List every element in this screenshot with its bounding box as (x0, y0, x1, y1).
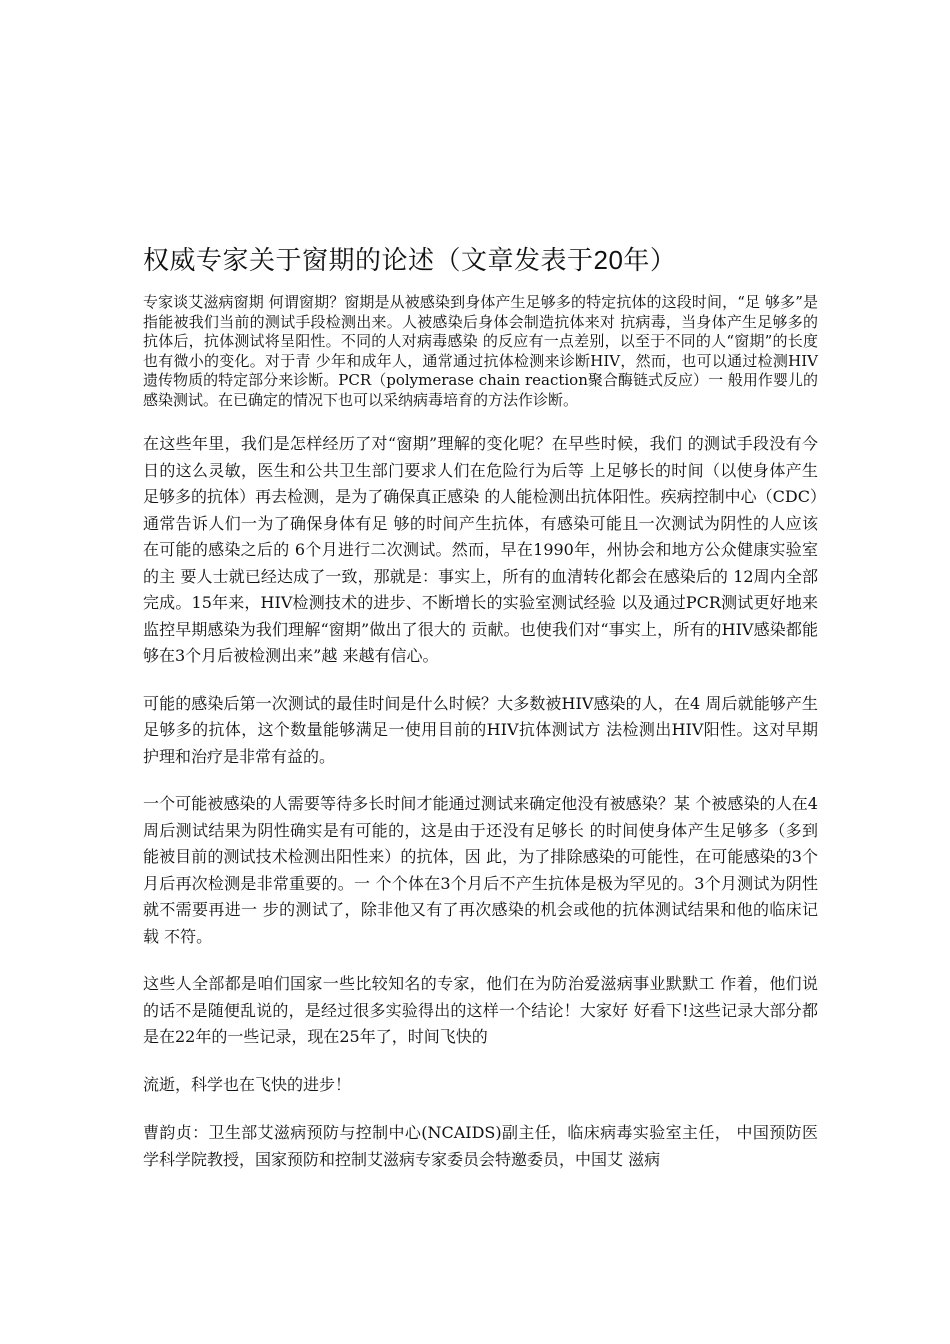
paragraph-understanding-changes: 在这些年里，我们是怎样经历了对“窗期”理解的变化呢？在早些时候，我们 的测试手段没有今日的这么灵敏，医生和公共卫生部门要求人们在危险行为后等 上足够长的时间（以使身体产生足够多的抗体）再去检测，是为了确保真正感染 的人能检测出抗体阳性。疾病控制中心（CDC）通常告诉人们一为了确保身体有足 够的时间产生抗体，有感染可能且一次测试为阴性的人应该在可能的感染之后的 6个月进行二次测试。然而，早在1990年，州协会和地方公众健康实验室的主 要人士就已经达成了一致，那就是：事实上，所有的血清转化都会在感染后的 12周内全部完成。15年来，HIV检测技术的进步、不断增长的实验室测试经验 以及通过PCR测试更好地来监控早期感染为我们理解“窗期”做出了很大的 贡献。也使我们对“事实上，所有的HIV感染都能够在3个月后被检测出来”越 来越有信心。 (143, 434, 818, 665)
paragraph-waiting-time: 一个可能被感染的人需要等待多长时间才能通过测试来确定他没有被感染？某 个被感染的人在4周后测试结果为阴性确实是有可能的，这是由于还没有足够长 的时间使身体产生足够多（多到能被目前的测试技术检测出阳性来）的抗体，因 此，为了排除感染的可能性，在可能感染的3个月后再次检测是非常重要的。一 个个体在3个月后不产生抗体是极为罕见的。3个月测试为阴性就不需要再进一 步的测试了，除非他又有了再次感染的机会或他的抗体测试结果和他的临床记载 不符。 (143, 794, 818, 946)
document-title: 权威专家关于窗期的论述（文章发表于20年） (143, 245, 677, 275)
paragraph-best-test-time: 可能的感染后第一次测试的最佳时间是什么时候？大多数被HIV感染的人，在4 周后就能够产生足够多的抗体，这个数量能够满足一使用目前的HIV抗体测试方 法检测出HIV阳性。这对早期护理和治疗是非常有益的。 (143, 693, 818, 766)
paragraph-science-progress: 流逝，科学也在飞快的进步！ (143, 1074, 352, 1094)
paragraph-window-period-definition: 专家谈艾滋病窗期 何谓窗期？窗期是从被感染到身体产生足够多的特定抗体的这段时间，“足 够多”是指能被我们当前的测试手段检测出来。人被感染后身体会制造抗体来对 抗病毒，当身体产生足够多的抗体后，抗体测试将呈阳性。不同的人对病毒感染 的反应有一点差别，以至于不同的人“窗期”的长度也有微小的变化。对于青 少年和成年人，通常通过抗体检测来诊断HIV，然而，也可以通过检测HIV遗传物质的特定部分来诊断。PCR（polymerase chain reaction聚合酶链式反应）一 般用作婴儿的感染测试。在已确定的情况下也可以采纳病毒培育的方法作诊断。 (143, 293, 818, 409)
paragraph-expert-cao: 曹韵贞：卫生部艾滋病预防与控制中心(NCAIDS)副主任，临床病毒实验室主任， 中国预防医学科学院教授，国家预防和控制艾滋病专家委员会特邀委员，中国艾 滋病 (143, 1123, 818, 1169)
document-body (143, 293, 818, 1173)
paragraph-experts-note: 这些人全部都是咱们国家一些比较知名的专家，他们在为防治爱滋病事业默默工 作着，他们说的话不是随便乱说的，是经过很多实验得出的这样一个结论！大家好 好看下!这些记录大部分都是在22年的一些记录，现在25年了，时间飞快的 (143, 974, 818, 1046)
